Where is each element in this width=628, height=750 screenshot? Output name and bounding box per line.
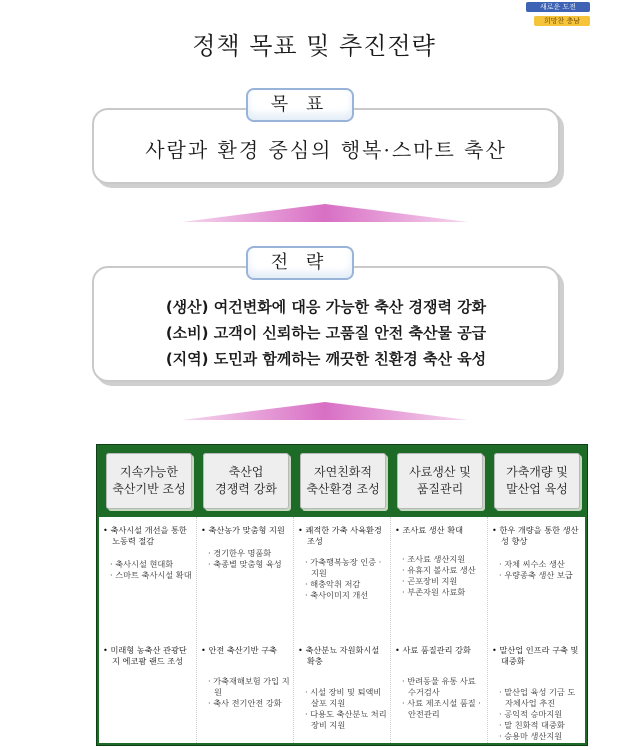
header-line: 경쟁력 강화: [215, 482, 277, 496]
sub-task: · 가축행복농장 인증 · 지원: [305, 557, 389, 579]
goal-text: 사람과 환경 중심의 행복·스마트 축산: [145, 138, 507, 162]
header-line: 품질관리: [416, 482, 464, 496]
sub-task: · 곤포장비 지원: [402, 576, 486, 587]
sub-task: · 스마트 축사시설 확대: [110, 570, 194, 581]
sub-task: · 반려동물 유통 사료 수거검사: [402, 676, 486, 698]
column-header-foundation: [106, 453, 192, 509]
slogan-badge-bottom: 희망찬 충남: [534, 16, 590, 26]
header-line: 말산업 육성: [506, 482, 568, 496]
sub-task: · 다용도 축산분뇨 처리장비 지원: [305, 709, 389, 731]
sub-task: · 승용마 생산지원: [499, 731, 583, 742]
header-line: 축산환경 조성: [306, 482, 380, 496]
strategy-label: 전 략: [246, 246, 354, 280]
page-title: 정책 목표 및 추진전략: [192, 32, 436, 60]
task-grid: [99, 517, 585, 743]
sub-task: · 유휴지 볼사료 생산: [402, 565, 486, 576]
task-group: [298, 645, 389, 731]
sub-task: · 조사료 생산지원: [402, 554, 486, 565]
badge-group: [526, 2, 590, 26]
sub-task: · 경기한우 명품화: [208, 548, 292, 559]
up-arrow-icon: [182, 202, 468, 224]
task-group: [201, 525, 292, 570]
header-line: 축산업: [228, 465, 264, 479]
task-column: [99, 517, 196, 743]
main-task: • 말산업 인프라 구축 및 대중화: [492, 645, 583, 667]
task-column: [293, 517, 391, 743]
main-task: • 축산분뇨 자원화시설 확충: [298, 645, 389, 667]
sub-task: · 말 친화적 대중화: [499, 720, 583, 731]
header-line: 축산기반 조성: [112, 482, 186, 496]
slogan-badge-top: 새로운 도전: [526, 2, 590, 12]
main-task: • 축산농가 맞춤형 지원: [201, 525, 292, 536]
sub-task: · 공익적 승마지원: [499, 709, 583, 720]
header-line: 지속가능한: [120, 465, 178, 479]
task-column: [487, 517, 585, 743]
column-header-feed: [397, 453, 483, 509]
task-group: [201, 645, 292, 709]
task-group: [395, 645, 486, 720]
header-line: 자연친화적: [314, 465, 372, 479]
strategy-line-consumption: (소비) 고객이 신뢰하는 고품질 안전 축산물 공급: [165, 324, 487, 342]
sub-task: · 축사이미지 개선: [305, 590, 389, 601]
task-group: [492, 645, 583, 742]
task-column: [390, 517, 488, 743]
task-group: [395, 525, 486, 598]
sub-task: · 말산업 육성 기금 도 자체사업 추진: [499, 687, 583, 709]
column-header-competitiveness: [203, 453, 289, 509]
sub-task: · 사료 제조시설 품질 · 안전관리: [402, 698, 486, 720]
main-task: • 사료 품질관리 강화: [395, 645, 486, 656]
column-header-breeding: [494, 453, 580, 509]
strategy-panel: [92, 266, 560, 382]
column-header-environment: [300, 453, 386, 509]
task-group: [103, 645, 194, 667]
main-task: • 축사시설 개선을 통한 노동력 절감: [103, 525, 194, 547]
main-task: • 한우 개량을 통한 생산성 향상: [492, 525, 583, 547]
sub-task: · 가축재해보험 가입 지원: [208, 676, 292, 698]
task-group: [298, 525, 389, 601]
sub-task: · 해충악취 저감: [305, 579, 389, 590]
task-group: [492, 525, 583, 581]
sub-task: · 축종별 맞춤형 육성: [208, 559, 292, 570]
task-group: [103, 525, 194, 581]
matrix-header-row: [97, 445, 587, 517]
sub-task: · 우량종축 생산 보급: [499, 570, 583, 581]
strategy-line-production: (생산) 여건변화에 대응 가능한 축산 경쟁력 강화: [165, 298, 487, 316]
sub-task: · 축사시설 현대화: [110, 559, 194, 570]
header-line: 가축개량 및: [506, 465, 568, 479]
main-task: • 조사료 생산 확대: [395, 525, 486, 536]
strategy-line-region: (지역) 도민과 함께하는 깨끗한 친환경 축산 육성: [165, 350, 487, 368]
sub-task: · 자체 씨수소 생산: [499, 559, 583, 570]
task-column: [196, 517, 294, 743]
task-matrix: [96, 444, 588, 746]
up-arrow-icon: [182, 400, 468, 422]
main-task: • 미래형 농축산 관광단지 에코팜 랜드 조성: [103, 645, 194, 667]
sub-task: · 축사 전기안전 강화: [208, 698, 292, 709]
header-line: 사료생산 및: [409, 465, 471, 479]
main-task: • 안전 축산기반 구축: [201, 645, 292, 656]
main-task: • 쾌적한 가축 사육환경 조성: [298, 525, 389, 547]
sub-task: · 부존자원 사료화: [402, 587, 486, 598]
goal-label: 목 표: [246, 88, 354, 122]
sub-task: · 시설 장비 및 퇴액비살포 지원: [305, 687, 389, 709]
